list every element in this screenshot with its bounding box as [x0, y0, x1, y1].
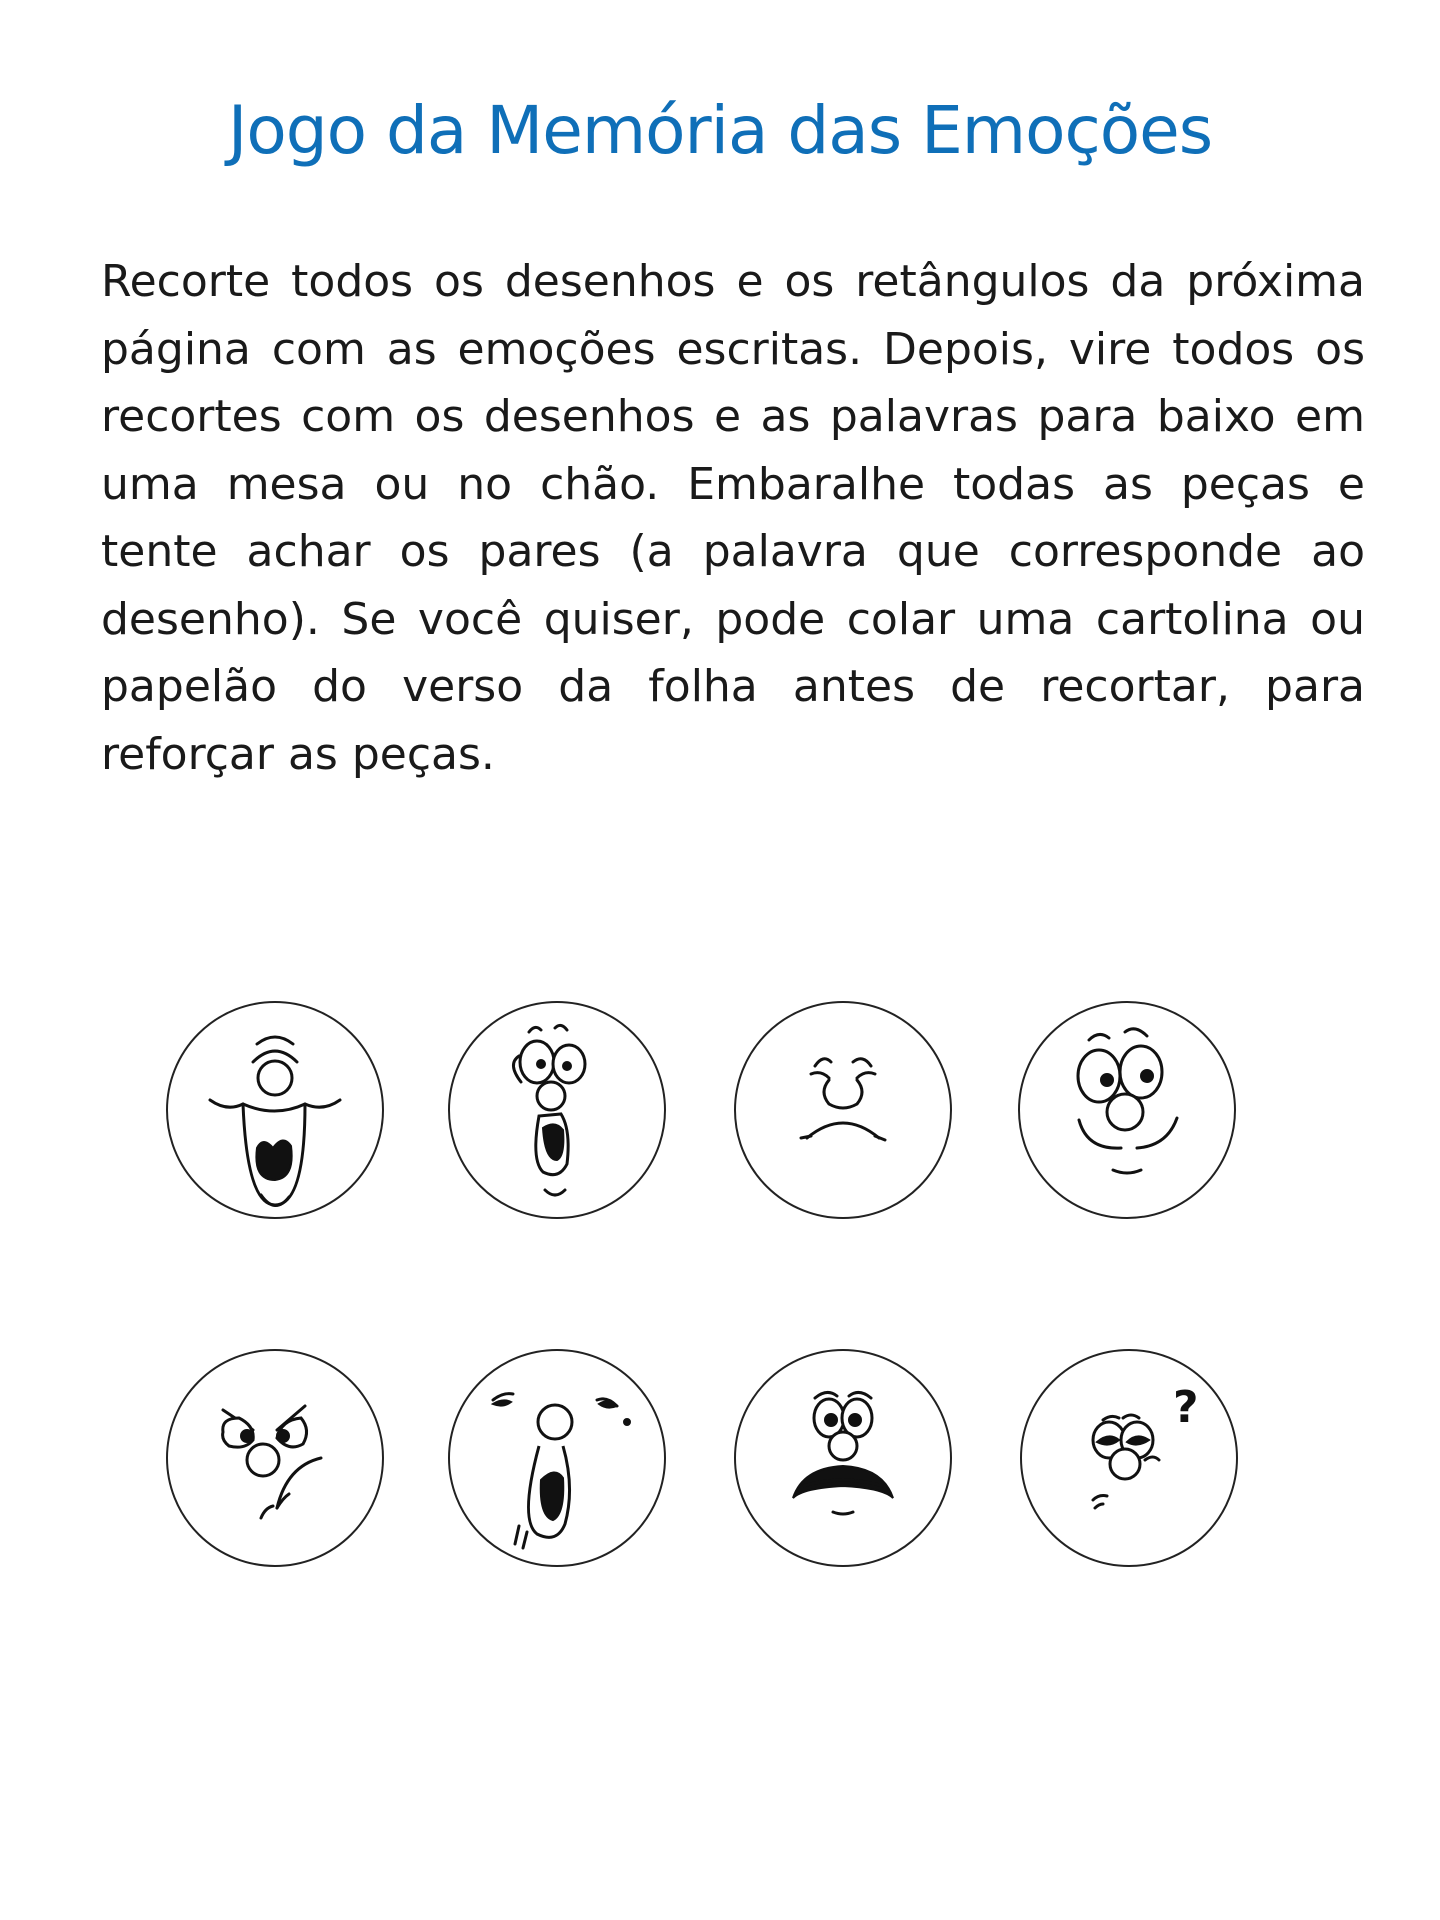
happy-face-icon	[1017, 1000, 1237, 1220]
sad-face-icon	[733, 1000, 953, 1220]
angry-face-icon	[165, 1348, 385, 1568]
confused-face-icon	[1019, 1348, 1239, 1568]
laughing-face-icon	[165, 1000, 385, 1220]
surprised-face-icon	[447, 1000, 667, 1220]
question-mark-symbol: ?	[1173, 1382, 1199, 1433]
scared-face-icon	[733, 1348, 953, 1568]
instructions-paragraph: Recorte todos os desenhos e os retângulos da próxima página com as emoções escritas. Depois, vire todos os recortes com os desenhos e as palavras para baixo em uma mesa ou no chão. Embaralhe todas as peças e tente achar os pares (a palavra que corresponde ao desenho). Se você quiser, pode colar uma cartolina ou papelão do verso da folha antes de recortar, para reforçar as peças.	[101, 256, 1365, 780]
crying-face-icon	[447, 1348, 667, 1568]
page-title: Jogo da Memória das Emoções	[227, 92, 1213, 169]
